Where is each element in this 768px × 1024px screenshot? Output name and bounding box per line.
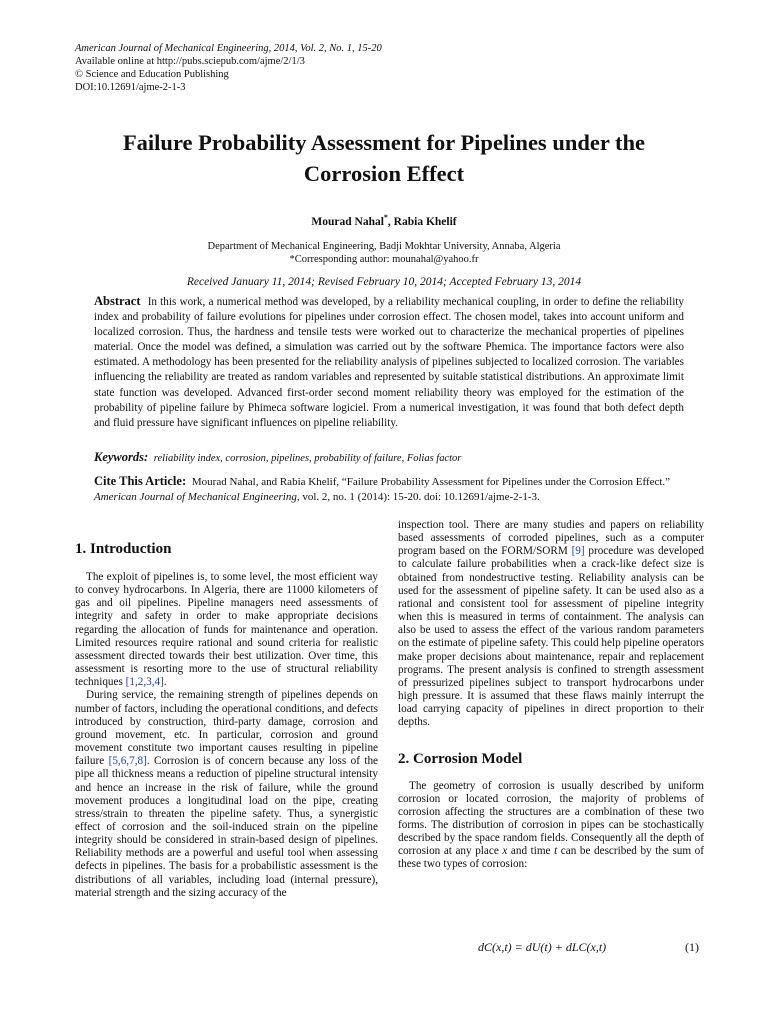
availability-line: Available online at http://pubs.sciepub.com/ajme/2/1/3 bbox=[75, 56, 305, 67]
author-list bbox=[0, 213, 768, 228]
title-line-2: Corrosion Effect bbox=[303, 161, 465, 186]
intro-p2-text-b: . Corrosion is of concern because any loss of the pipe all thickness means a reduction of pipeline structural intensity and hence an increase in the risk of failure, while the ground movement produces a longitudinal load on the pipe, creating stress/strain to threaten the pipeline safety. Thus, a synergistic effect of corrosion and the soil-induced strain on the pipeline integrity should be considered in strain-based design of pipelines. Reliability methods are a powerful and useful tool when assessing defects in pipelines. The basis for a probabilistic assessment is the distributions of all variables, including load (internal pressure), material strength and the sizing accuracy of the bbox=[75, 755, 378, 899]
intro-r1-text-a: inspection tool. There are many studies and papers on reliability based assessments of corroded pipelines, such as a computer program based on the FORM/SORM bbox=[398, 519, 704, 558]
cite-this-article bbox=[94, 474, 694, 505]
corrosion-p1-text-a: The geometry of corrosion is usually described by uniform corrosion or located corrosion, the majority of problems of corrosion affecting the structures are a combination of these two forms. The distribution of corrosion in pipes can be stochastically described by the space random fields. Consequently all the depth of corrosion at any place bbox=[398, 779, 704, 858]
abstract-text: In this work, a numerical method was developed, by a reliability mechanical coupling, in order to define the reliability index and probability of failure evolutions for pipelines under corrosion effect. The chosen model, takes into account uniform and localized corrosion. Thus, the hardness and tensile tests were worked out to characterize the mechanical properties of pipelines material. Once the model was defined, a simulation was carried out by the software Phemica. The importance factors were also estimated. A methodology has been presented for the reliability analysis of pipelines subjected to localized corrosion. The variables influencing the reliability are treated as random variables and represented by suitable statistical distributions. An approximate limit state function was developed. Advanced first-order second moment reliability theory was employed for the estimation of the probability of pipeline failure by Phimeca software logiciel. From a numerical investigation, it was found that both defect depth and fluid pressure have significant influences on pipeline reliability. bbox=[94, 296, 685, 429]
reference-link-9[interactable]: [9] bbox=[571, 545, 585, 558]
title-line-1: Failure Probability Assessment for Pipelines under the bbox=[122, 130, 646, 155]
corrosion-p1-text-b: and time bbox=[507, 845, 555, 858]
author-1: Mourad Nahal bbox=[311, 215, 384, 228]
keywords-text: reliability index, corrosion, pipelines, probability of failure, Folias factor bbox=[153, 453, 462, 464]
intro-p2-text-a: During service, the remaining strength of pipelines depends on number of factors, including the operational conditions, and defects introduced by construction, third-party damage, corrosion and ground movement, etc. In particular, corrosion and ground movement constitute two important causes resulting in pipeline failure bbox=[75, 689, 378, 768]
section-heading-corrosion-model: 2. Corrosion Model bbox=[398, 750, 523, 767]
equation-1: dC(x,t) = dU(t) + dLC(x,t) bbox=[478, 940, 607, 954]
corresponding-mark: * bbox=[383, 213, 388, 222]
corrosion-paragraph-1 bbox=[398, 780, 704, 872]
cite-journal: American Journal of Mechanical Engineering bbox=[94, 491, 297, 503]
intro-p1-end: . bbox=[163, 676, 167, 689]
journal-citation-line: American Journal of Mechanical Engineering, 2014, Vol. 2, No. 1, 15-20 bbox=[75, 43, 382, 54]
equation-1-number: (1) bbox=[685, 940, 699, 954]
publisher-line: © Science and Education Publishing bbox=[75, 69, 229, 80]
publication-dates: Received January 11, 2014; Revised February 10, 2014; Accepted February 13, 2014 bbox=[186, 276, 582, 288]
intro-paragraph-2-cont bbox=[398, 519, 704, 730]
abstract bbox=[94, 294, 684, 431]
cite-text-2: , vol. 2, no. 1 (2014): 15-20. doi: 10.12691/ajme-2-1-3. bbox=[296, 491, 540, 503]
intro-r1-text-b: procedure was developed to calculate failure probabilities when a crack-like defect size is obtained from nondestructive testing. Reliability analysis can be used for the assessment of pipeline safety. It can be used also as a rational and consistent tool for assessment of pipeline integrity when this is measured in terms of containment. The analysis can also be used to assess the effect of the various random parameters on the estimate of pipeline safety. This could help pipeline operators make proper decisions about maintenance, repair and replacement programs. The present analysis is confined to strength assessment of pressurized pipelines subject to transport hydrocarbons under high pressure. It is assumed that these flaws mainly interrupt the load carrying capacity of pipelines in direct proportion to their depths. bbox=[398, 545, 704, 729]
section-heading-introduction: 1. Introduction bbox=[75, 541, 172, 557]
journal-header bbox=[75, 42, 382, 94]
keywords bbox=[94, 450, 694, 465]
reference-link-1-4[interactable]: [1,2,3,4] bbox=[125, 676, 164, 689]
doi-line: DOI:10.12691/ajme-2-1-3 bbox=[75, 82, 186, 93]
cite-label: Cite This Article: bbox=[94, 474, 187, 488]
abstract-label: Abstract bbox=[94, 294, 141, 308]
variable-x: x bbox=[502, 845, 508, 858]
intro-p1-text: The exploit of pipelines is, to some level, the most efficient way to convey hydrocarbons. In Algeria, there are 11000 kilometers of gas and oil pipelines. Pipeline managers need assessments of integrity and safety in order to make appropriate decisions regarding the allocation of funds for maintenance and operation. Limited resources require rational and sound criteria for realistic assessment directed towards their best utilization. Over time, this assessment is resorting more to the use of structural reliability techniques bbox=[75, 571, 378, 689]
cite-text-1: Mourad Nahal, and Rabia Khelif, “Failure Probability Assessment for Pipelines under the Corrosion Effect.” bbox=[191, 476, 671, 488]
variable-t: t bbox=[554, 845, 558, 858]
left-column bbox=[75, 540, 378, 900]
affiliation-block bbox=[0, 240, 768, 266]
affiliation: Department of Mechanical Engineering, Badji Mokhtar University, Annaba, Algeria bbox=[207, 241, 561, 252]
keywords-label: Keywords: bbox=[94, 450, 149, 464]
corrosion-p1-text-c: can be described by the sum of these two types of corrosion: bbox=[398, 845, 704, 871]
author-2: , Rabia Khelif bbox=[387, 215, 457, 228]
right-column bbox=[398, 519, 704, 872]
reference-link-5-8[interactable]: [5,6,7,8] bbox=[108, 755, 147, 768]
paper-title bbox=[60, 127, 708, 189]
intro-paragraph-1 bbox=[75, 571, 378, 689]
intro-paragraph-2 bbox=[75, 689, 378, 900]
corresponding-author: *Corresponding author: mounahal@yahoo.fr bbox=[289, 254, 479, 265]
